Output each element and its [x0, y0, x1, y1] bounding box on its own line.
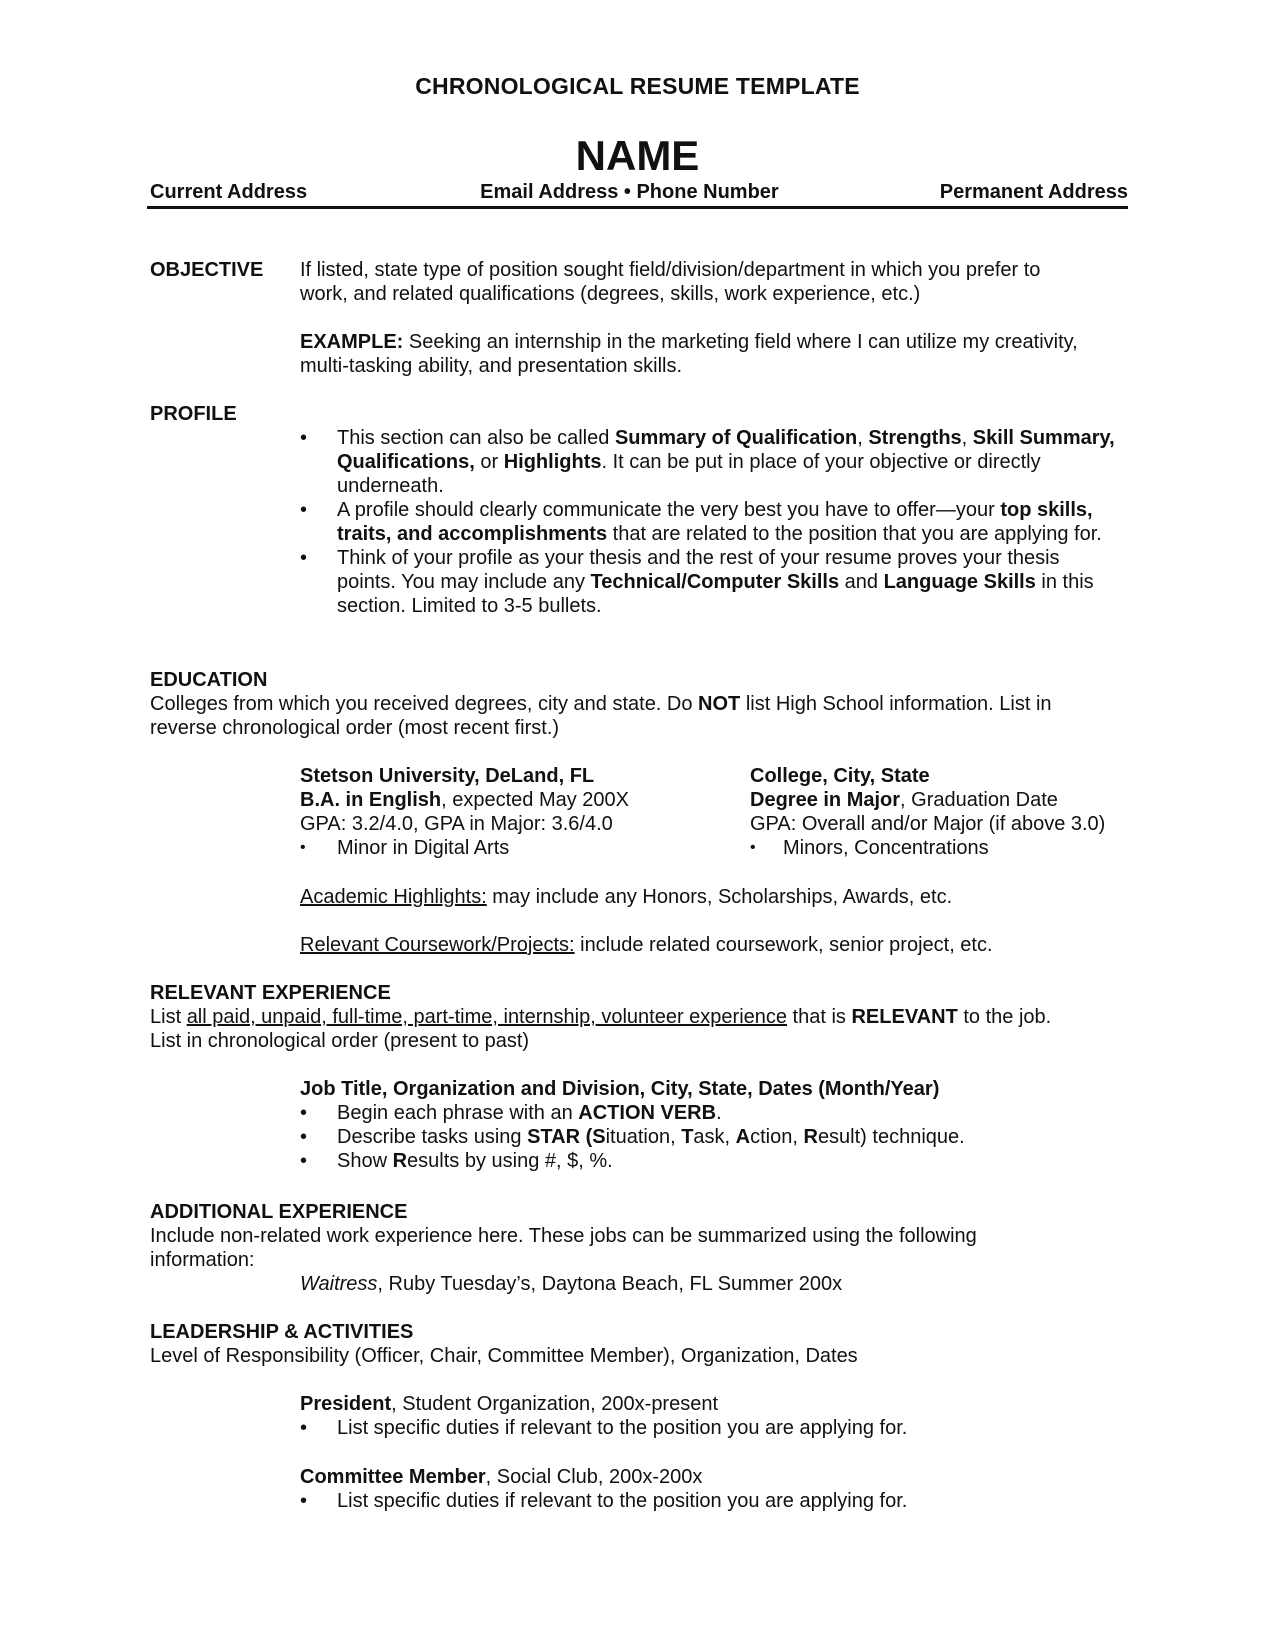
education-entry-2	[750, 764, 1170, 860]
experience-bullet: • Begin each phrase with an ACTION VERB.	[300, 1101, 1100, 1125]
relevant-experience-intro: List all paid, unpaid, full-time, part-time, internship, volunteer experience that is RELEVANT to the job. List in chronological order (present to past)	[150, 1006, 1052, 1052]
example-text: Seeking an internship in the marketing field where I can utilize my creativity, multi-tasking ability, and presentation skills.	[300, 331, 1078, 377]
contact-line	[150, 180, 1128, 204]
leadership-heading: LEADERSHIP & ACTIVITIES	[150, 1321, 414, 1343]
education-heading: EDUCATION	[150, 669, 268, 691]
experience-bullet: • Show Results by using #, $, %.	[300, 1149, 1100, 1173]
gpa-line: GPA: Overall and/or Major (if above 3.0)	[750, 813, 1106, 835]
job-title-line: Job Title, Organization and Division, City, State, Dates (Month/Year)	[300, 1078, 940, 1100]
email-phone: Email Address • Phone Number	[480, 181, 779, 203]
objective-text: If listed, state type of position sought field/division/department in which you prefer to work, and related qualifications (degrees, skills, work experience, etc.)	[300, 259, 1041, 305]
degree-line: B.A. in English, expected May 200X	[300, 789, 630, 811]
leadership-bullet: • List specific duties if relevant to the position you are applying for.	[300, 1416, 907, 1440]
edu-bullet: • Minors, Concentrations	[750, 836, 1170, 860]
profile-bullet: • A profile should clearly communicate the very best you have to offer—your top skills, traits, and accomplishments that are related to the position that you are applying for.	[300, 498, 1115, 546]
leadership-text: Level of Responsibility (Officer, Chair, Committee Member), Organization, Dates	[150, 1345, 858, 1367]
header-divider	[147, 206, 1128, 209]
education-entry-1	[300, 764, 740, 860]
profile-heading: PROFILE	[150, 403, 237, 425]
leadership-entry: Committee Member, Social Club, 200x-200x • List specific duties if relevant to the position you are applying for.	[300, 1465, 907, 1513]
edu-bullets	[300, 836, 740, 860]
additional-experience-example: Waitress, Ruby Tuesday’s, Daytona Beach, FL Summer 200x	[300, 1273, 843, 1295]
leadership-entry: President, Student Organization, 200x-present • List specific duties if relevant to the position you are applying for.	[300, 1392, 907, 1440]
edu-bullet: • Minor in Digital Arts	[300, 836, 740, 860]
profile-bullets	[300, 426, 1115, 618]
objective-example	[300, 330, 1120, 378]
name-heading: NAME	[575, 132, 700, 179]
additional-experience-heading: ADDITIONAL EXPERIENCE	[150, 1201, 408, 1223]
experience-bullet: • Describe tasks using STAR (Situation, Task, Action, Result) technique.	[300, 1125, 1100, 1149]
gpa-line: GPA: 3.2/4.0, GPA in Major: 3.6/4.0	[300, 813, 613, 835]
document-title: CHRONOLOGICAL RESUME TEMPLATE	[415, 73, 860, 99]
leadership-bullets	[300, 1416, 907, 1440]
school-name: College, City, State	[750, 765, 930, 787]
current-address: Current Address	[150, 181, 308, 203]
objective-heading: OBJECTIVE	[150, 259, 264, 281]
experience-bullets	[300, 1101, 1100, 1173]
degree-line: Degree in Major, Graduation Date	[750, 789, 1058, 811]
school-name: Stetson University, DeLand, FL	[300, 765, 595, 787]
leadership-bullets	[300, 1489, 907, 1513]
profile-bullet: • Think of your profile as your thesis and the rest of your resume proves your thesis points. You may include any Technical/Computer Skills and Language Skills in this section. Limited to 3-5 bullets.	[300, 546, 1115, 618]
relevant-experience-heading: RELEVANT EXPERIENCE	[150, 982, 391, 1004]
leadership-bullet: • List specific duties if relevant to the position you are applying for.	[300, 1489, 907, 1513]
edu-bullets	[750, 836, 1170, 860]
permanent-address: Permanent Address	[939, 181, 1128, 203]
additional-experience-text: Include non-related work experience here. These jobs can be summarized using the following information:	[150, 1225, 977, 1271]
relevant-coursework: Relevant Coursework/Projects: include related coursework, senior project, etc.	[300, 934, 993, 956]
example-label: EXAMPLE:	[300, 331, 404, 353]
academic-highlights: Academic Highlights: may include any Honors, Scholarships, Awards, etc.	[300, 886, 953, 908]
profile-bullet: • This section can also be called Summary of Qualification, Strengths, Skill Summary, Qualifications, or Highlights. It can be put in place of your objective or directly underneath.	[300, 426, 1115, 498]
education-intro: Colleges from which you received degrees, city and state. Do NOT list High School information. List in reverse chronological order (most recent first.)	[150, 693, 1052, 739]
